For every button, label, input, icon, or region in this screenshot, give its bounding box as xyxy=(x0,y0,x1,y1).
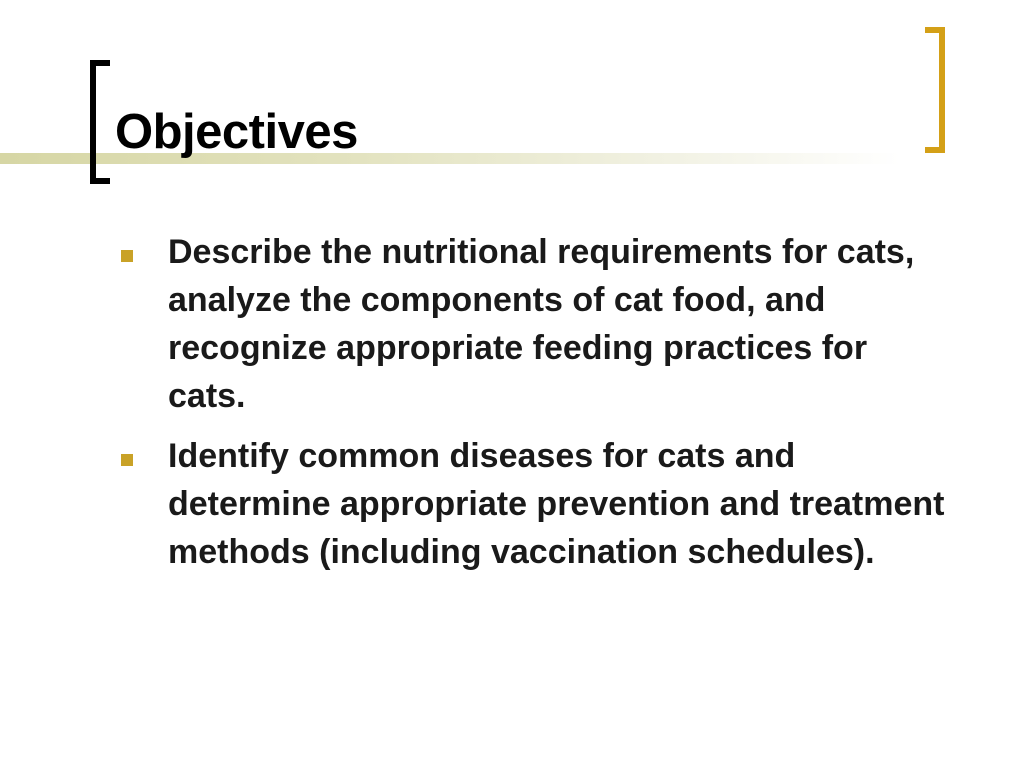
slide-title: Objectives xyxy=(115,105,358,159)
right-bracket-decoration xyxy=(925,27,945,153)
bullet-text: Identify common diseases for cats and determine appropriate prevention and treatment methods (including vaccination schedules). xyxy=(168,437,945,571)
bullet-item-nutrition xyxy=(118,228,948,420)
square-bullet-icon xyxy=(121,454,133,466)
bullet-item-diseases xyxy=(118,432,948,576)
square-bullet-icon xyxy=(121,250,133,262)
bullet-list xyxy=(118,228,948,588)
left-bracket-decoration xyxy=(90,60,110,184)
bullet-text: Describe the nutritional requirements for cats, analyze the components of cat food, and recognize appropriate feeding practices for cats. xyxy=(168,233,915,415)
